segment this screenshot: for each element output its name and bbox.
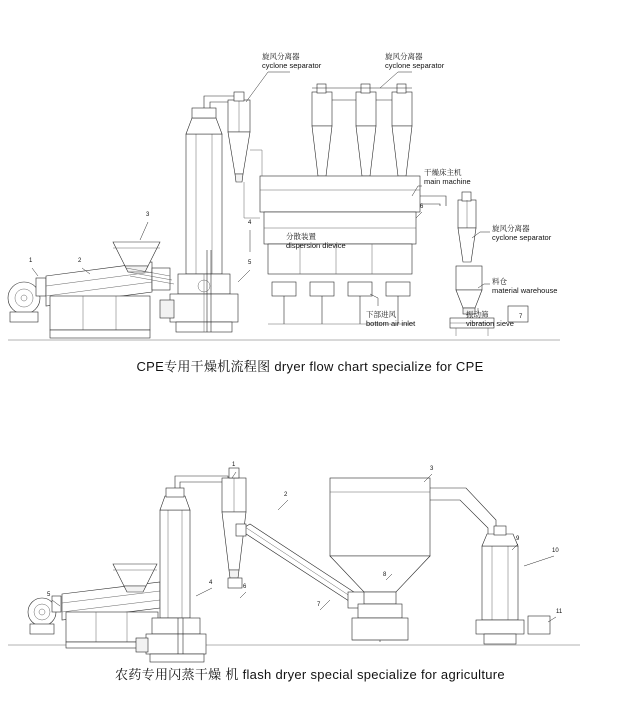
label-cn: 料仓 xyxy=(492,277,507,286)
label-en: cyclone separator xyxy=(385,61,445,70)
label-vibration-sieve xyxy=(466,310,514,328)
label-en: dispersion dievice xyxy=(286,241,346,250)
callout-number: 10 xyxy=(552,548,559,554)
drying-tower xyxy=(160,108,238,332)
screw-conveyor xyxy=(46,262,170,338)
callout-number: 7 xyxy=(317,602,321,608)
label-en: bottom air inlet xyxy=(366,319,416,328)
label-cn: 旋风分离器 xyxy=(385,52,423,61)
bottom-flow-diagram xyxy=(0,400,620,703)
label-cn: 下部进风 xyxy=(366,310,396,319)
cyclone-separator-1-shape xyxy=(228,92,250,182)
callout-number: 6 xyxy=(243,584,247,590)
label-cyclone-separator-2 xyxy=(385,52,444,70)
callout-number: 9 xyxy=(516,536,520,542)
callout-number: 3 xyxy=(146,212,150,218)
callout-number: 4 xyxy=(248,220,252,226)
label-en: cyclone separator xyxy=(492,233,552,242)
label-cn: 振动筛 xyxy=(466,310,489,319)
callout-number: 8 xyxy=(383,572,387,578)
callout-number: 3 xyxy=(430,466,434,472)
bottom-diagram-svg xyxy=(0,400,620,703)
label-cn: 旋风分离器 xyxy=(262,52,300,61)
label-cn: 分散装置 xyxy=(286,232,316,241)
label-bottom-air-inlet xyxy=(366,310,415,328)
cyclone-separator-2-shape xyxy=(312,84,412,176)
label-en: material warehouse xyxy=(492,286,558,295)
material-warehouse-shape xyxy=(456,266,482,314)
label-cn: 旋风分离器 xyxy=(492,224,530,233)
label-en: main machine xyxy=(424,177,471,186)
callout-number: 7 xyxy=(519,314,523,320)
callout-number: 4 xyxy=(209,580,213,586)
callout-number: 5 xyxy=(47,592,51,598)
label-cn: 干燥床主机 xyxy=(424,168,462,177)
bottom-figure-caption: 农药专用闪蒸干燥 机 flash dryer special specialize for agriculture xyxy=(115,667,505,682)
right-dust-collector xyxy=(476,526,550,644)
callout-number: 1 xyxy=(29,258,33,264)
label-en: cyclone separator xyxy=(262,61,322,70)
label-dispersion-device xyxy=(286,232,346,250)
callout-number: 11 xyxy=(556,609,563,615)
blower-unit xyxy=(8,278,46,322)
cyclone-separator-3-shape xyxy=(458,192,476,262)
label-cyclone-separator-3 xyxy=(492,224,551,242)
label-en: vibration sieve xyxy=(466,319,514,328)
duct-main-to-cyclone3 xyxy=(420,196,446,206)
product-silo xyxy=(330,478,430,642)
callout-number: 5 xyxy=(248,260,252,266)
callout-number: 2 xyxy=(78,258,82,264)
main-machine-shape xyxy=(260,176,420,324)
blower-unit-bottom xyxy=(28,596,61,634)
label-material-warehouse xyxy=(492,277,557,295)
callout-number: 1 xyxy=(232,462,236,468)
callout-number: 2 xyxy=(284,492,288,498)
label-cyclone-separator-1 xyxy=(262,52,321,70)
duct-tower-to-cyclone-bottom xyxy=(175,476,228,488)
callout-number: 6 xyxy=(420,204,424,210)
label-main-machine xyxy=(424,168,471,186)
top-figure-caption: CPE专用干燥机流程图 dryer flow chart specialize for CPE xyxy=(136,359,484,374)
